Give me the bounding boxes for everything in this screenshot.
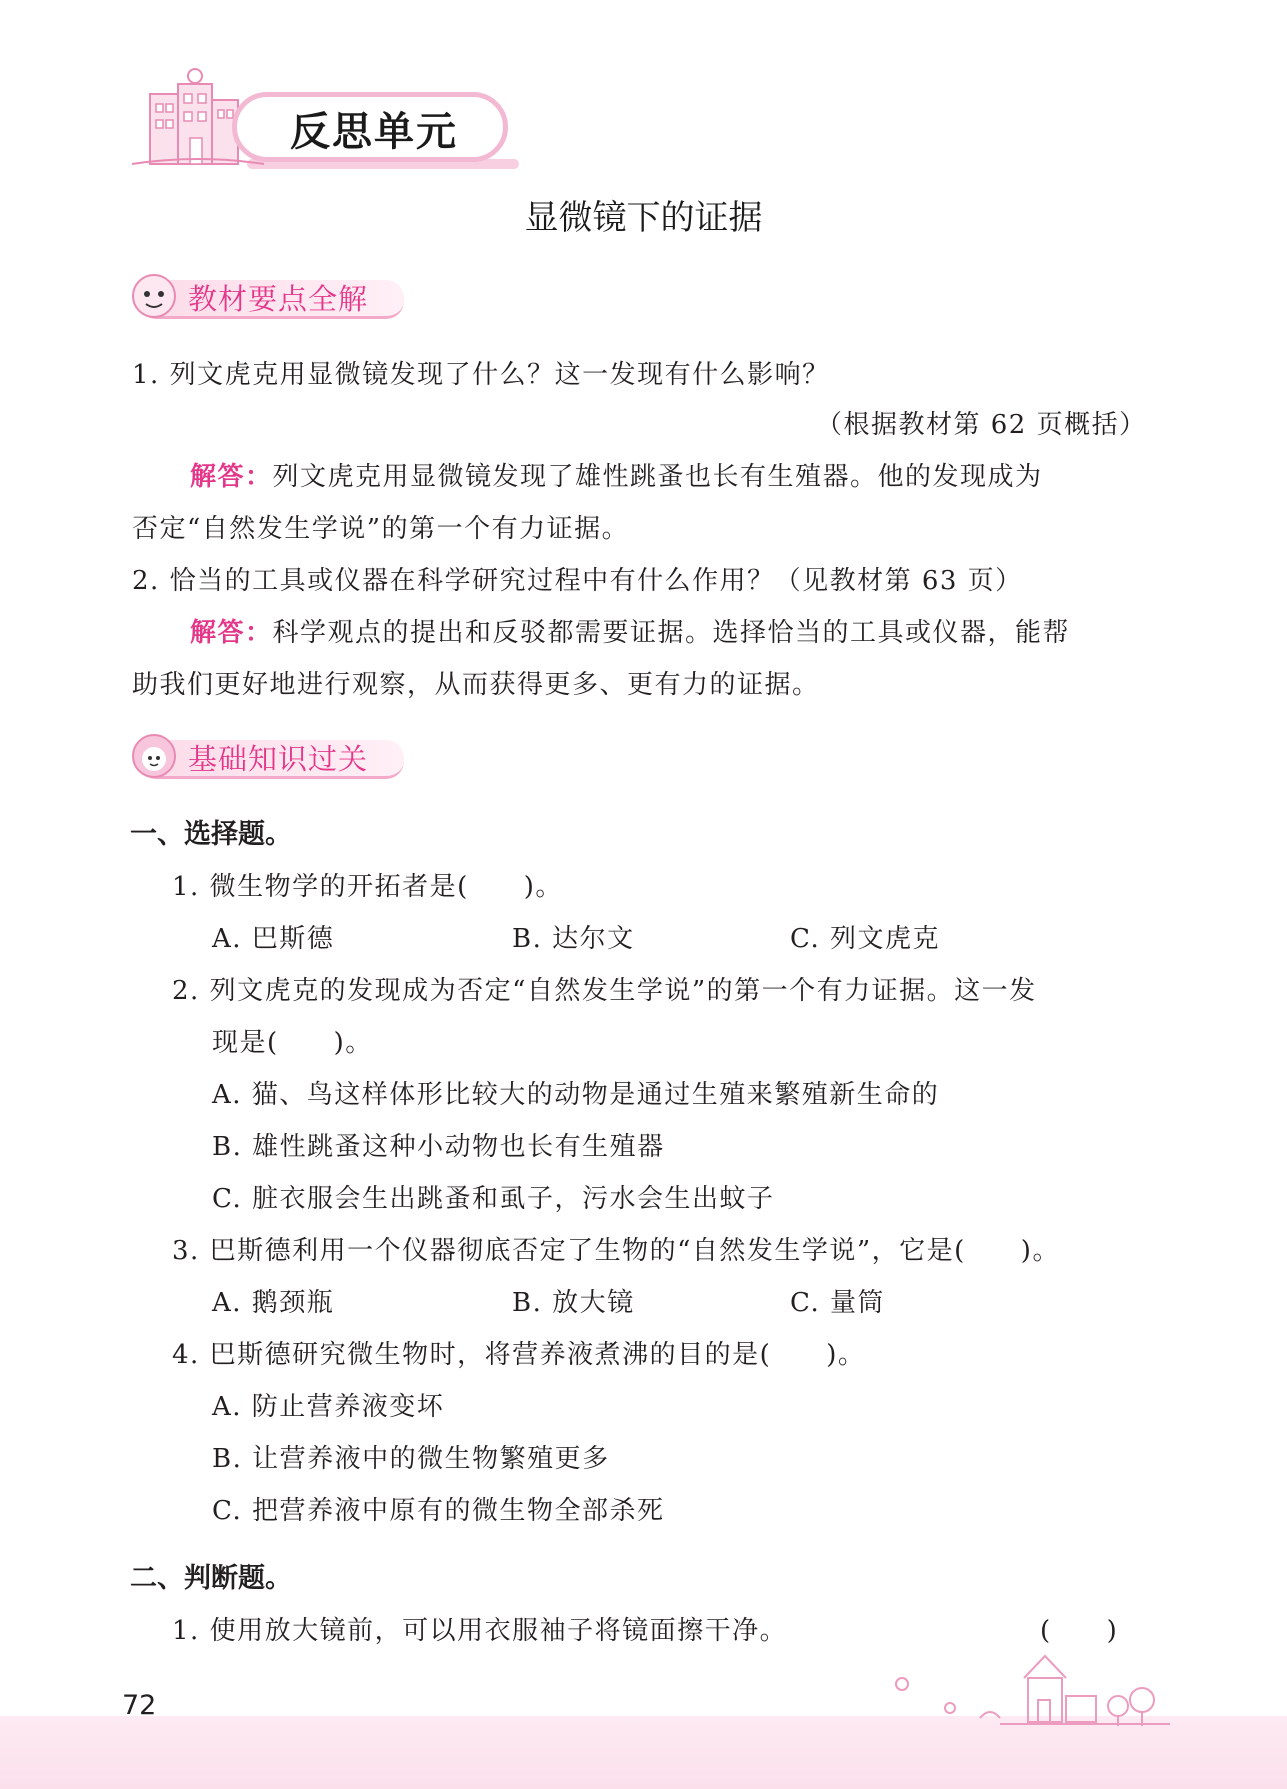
- part-heading-judge: 二、判断题。: [130, 1563, 292, 1594]
- section-title: 基础知识过关: [188, 742, 369, 776]
- character-face-icon: [130, 272, 178, 320]
- option-a: A. 鹅颈瓶: [212, 1288, 335, 1318]
- answer-2-continued: 助我们更好地进行观察，从而获得更多、更有力的证据。: [132, 670, 820, 700]
- question-1-reference: （根据教材第 62 页概括）: [816, 410, 1147, 440]
- choice-question-4: 4. 巴斯德研究微生物时，将营养液煮沸的目的是( )。: [172, 1340, 866, 1370]
- option-c: C. 列文虎克: [790, 924, 940, 954]
- option-c: C. 量筒: [790, 1288, 885, 1318]
- option-c: C. 把营养液中原有的微生物全部杀死: [212, 1496, 665, 1526]
- choice-question-1: 1. 微生物学的开拓者是( )。: [172, 872, 563, 902]
- choice-question-2: 2. 列文虎克的发现成为否定“自然发生学说”的第一个有力证据。这一发: [172, 976, 1037, 1006]
- option-b: B. 放大镜: [512, 1288, 635, 1318]
- answer-bracket: ( ): [1040, 1616, 1119, 1646]
- answer-2: 解答：科学观点的提出和反驳都需要证据。选择恰当的工具或仪器，能帮: [190, 618, 1071, 648]
- choice-question-3: 3. 巴斯德利用一个仪器彻底否定了生物的“自然发生学说”，它是( )。: [172, 1236, 1060, 1266]
- answer-1-continued: 否定“自然发生学说”的第一个有力证据。: [132, 514, 630, 544]
- answer-1: 解答：列文虎克用显微镜发现了雄性跳蚤也长有生殖器。他的发现成为: [190, 462, 1043, 492]
- option-b: B. 达尔文: [512, 924, 635, 954]
- answer-label: 解答：: [190, 462, 273, 492]
- question-1: 1. 列文虎克用显微镜发现了什么？这一发现有什么影响？: [132, 360, 830, 390]
- option-b: B. 让营养液中的微生物繁殖更多: [212, 1444, 610, 1474]
- part-heading-choice: 一、选择题。: [130, 819, 292, 850]
- section-title: 教材要点全解: [188, 282, 369, 316]
- option-a: A. 巴斯德: [212, 924, 335, 954]
- option-b: B. 雄性跳蚤这种小动物也长有生殖器: [212, 1132, 665, 1162]
- option-a: A. 防止营养液变坏: [212, 1392, 445, 1422]
- answer-label: 解答：: [190, 618, 273, 648]
- character-girl-icon: [130, 732, 178, 780]
- castle-decoration: [880, 1648, 1170, 1728]
- choice-question-2-continued: 现是( )。: [212, 1028, 373, 1058]
- page-number: 72: [122, 1690, 157, 1721]
- page-title: 显微镜下的证据: [524, 198, 763, 238]
- judge-question-1: 1. 使用放大镜前，可以用衣服袖子将镜面擦干净。: [172, 1616, 788, 1646]
- option-a: A. 猫、鸟这样体形比较大的动物是通过生殖来繁殖新生命的: [212, 1080, 940, 1110]
- option-c: C. 脏衣服会生出跳蚤和虱子，污水会生出蚊子: [212, 1184, 775, 1214]
- question-2: 2. 恰当的工具或仪器在科学研究过程中有什么作用？（见教材第 63 页）: [132, 566, 1023, 596]
- unit-title: 反思单元: [290, 109, 458, 155]
